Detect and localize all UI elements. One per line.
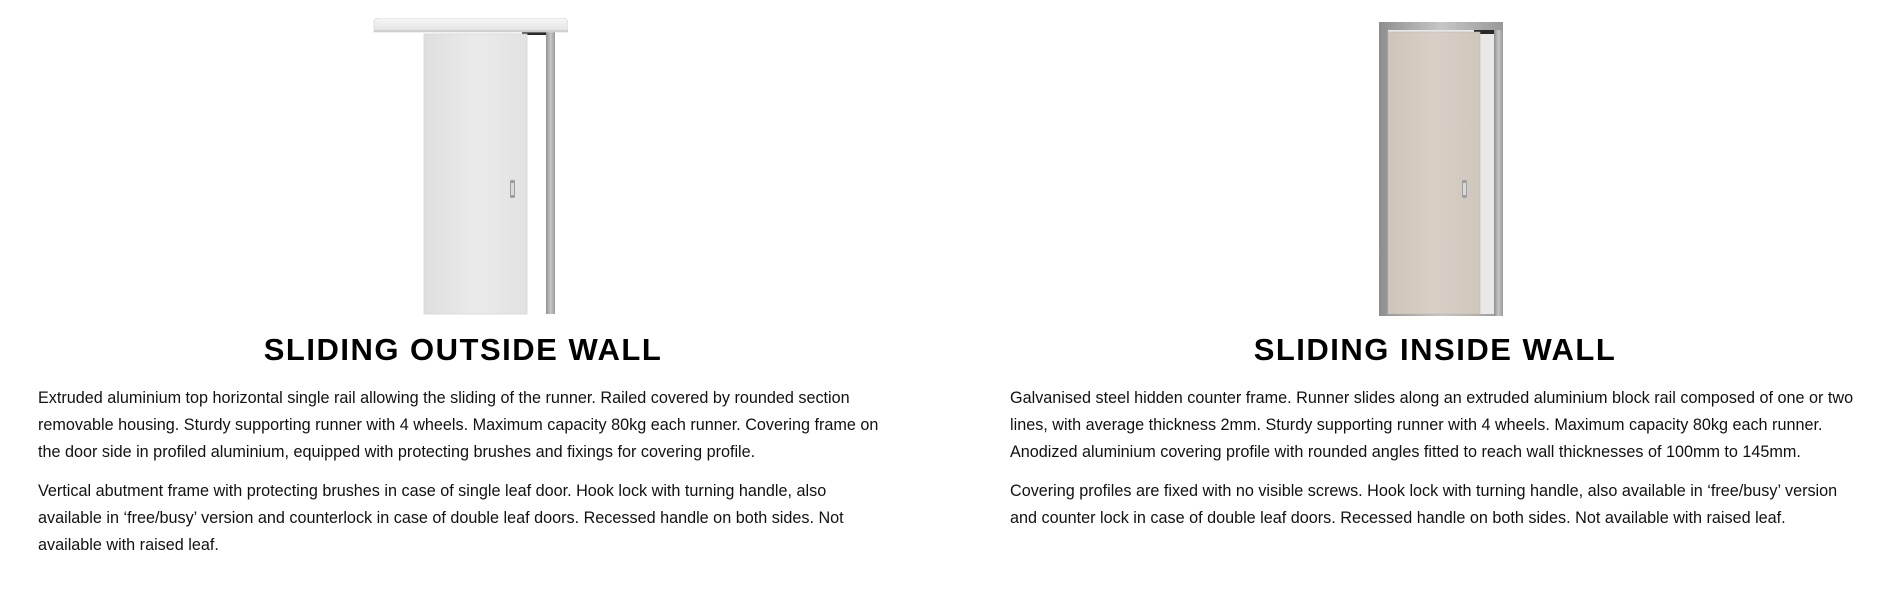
product-title: SLIDING INSIDE WALL (1253, 332, 1617, 367)
product-description (38, 385, 888, 571)
product-description (1010, 385, 1860, 544)
description-paragraph: Vertical abutment frame with protecting brushes in case of single leaf door. Hook lock with turning handle, also available in ‘free/busy’ version and counterlock in case of double leaf doors. Recessed handle on both sides. Not available with raised leaf. (38, 482, 844, 554)
description-paragraph: Extruded aluminium top horizontal single rail allowing the sliding of the runner. Railed covered by rounded section removable housing. Sturdy supporting runner with 4 wheels. Maximum capacity 80kg each runner. Covering frame on the door side in profiled aluminium, equipped with protecting brushes and fixings for covering profile. (38, 389, 879, 461)
door-inside-wall-icon (1379, 18, 1509, 318)
door-outside-wall-icon (372, 18, 568, 318)
description-paragraph: Galvanised steel hidden counter frame. Runner slides along an extruded aluminium block rail composed of one or two lines, with average thickness 2mm. Sturdy supporting runner with 4 wheels. Maximum capacity 80kg each runner. Anodized aluminium covering profile with rounded angles fitted to reach wall thicknesses of 100mm to 145mm. (1010, 389, 1854, 461)
description-paragraph: Covering profiles are fixed with no visible screws. Hook lock with turning handle, also available in ‘free/busy’ version and counter lock in case of double leaf doors. Recessed handle on both sides. Not available with raised leaf. (1010, 482, 1838, 527)
product-title: SLIDING OUTSIDE WALL (263, 332, 663, 367)
